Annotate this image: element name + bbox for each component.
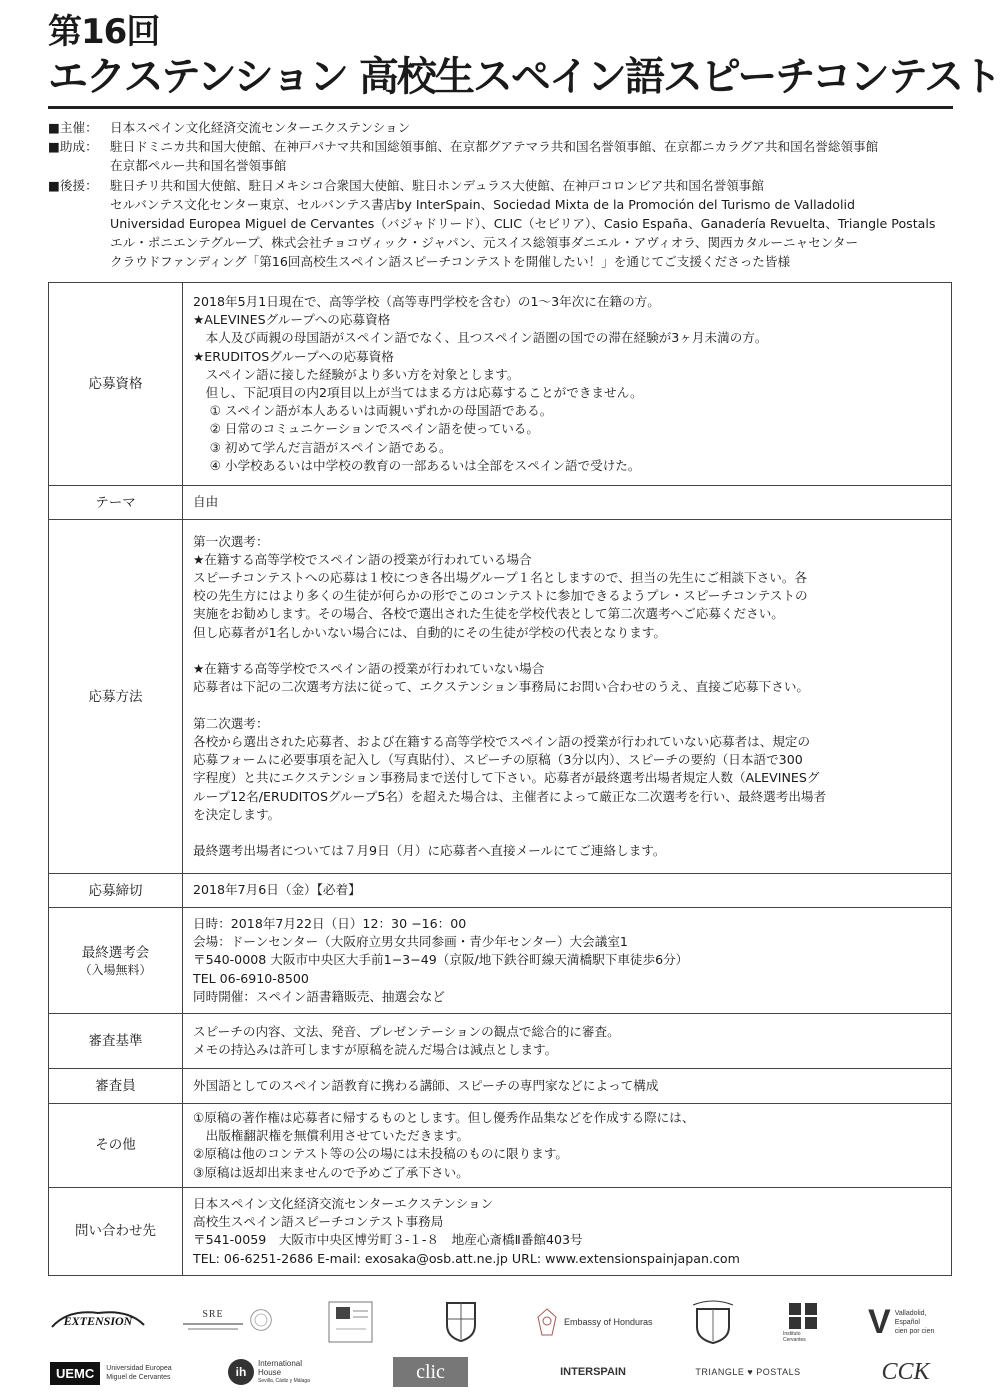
content-line: 但し応募者が1名しかいない場合には、自動的にその生徒が学校の代表となります。: [193, 624, 666, 640]
title-block: [48, 12, 1000, 109]
row-label: [49, 1104, 183, 1188]
sponsor-logos: [48, 1297, 953, 1392]
dominican-coat-of-arms-icon: [443, 1299, 479, 1343]
content-line: 応募フォームに必要事項を記入し（写真貼付）、スピーチの原稿（3分以内）、スピーチの要約（日本語で300: [193, 752, 803, 768]
content-line: TEL: 06-6251-2686 E-mail: exosaka@osb.att.ne.jp URL: www.extensionspainjapan.com: [193, 1250, 740, 1266]
row-label: [49, 520, 183, 874]
content-line: 各校から選出された応募者、および在籍する高等学校でスペイン語の授業が行われていない応募者は、規定の: [193, 733, 811, 749]
honduras-emblem-icon: [536, 1307, 558, 1337]
organizer-group: [48, 176, 968, 272]
ih-icon: ih: [228, 1359, 254, 1385]
row-label: [49, 908, 183, 1014]
organizer-key: ■助成：: [48, 139, 98, 155]
extension-logo: [48, 1305, 148, 1335]
organizer-line: 日本スペイン文化経済交流センターエクステンション: [110, 120, 411, 135]
row-label: [49, 1069, 183, 1104]
cervantes-text: Instituto Cervantes: [783, 1331, 806, 1343]
content-line: ① スペイン語が本人あるいは両親いずれかの母国語である。: [193, 403, 553, 419]
valladolid-line-1: Valladolid,: [894, 1309, 927, 1317]
content-line: ★ALEVINESグループへの応募資格: [193, 312, 391, 328]
content-line: ★在籍する高等学校でスペイン語の授業が行われていない場合: [193, 661, 545, 677]
table-row: [49, 1014, 952, 1069]
content-line: 会場：ドーンセンター（大阪府立男女共同参画・青少年センター）大会議室1: [193, 934, 628, 950]
content-line: 出版権翻訳権を無償利用させていただきます。: [193, 1128, 470, 1144]
table-row: [49, 1104, 952, 1188]
title-divider: [48, 106, 953, 109]
mexico-seal-icon: [249, 1306, 273, 1334]
organizer-line: セルバンテス文化センター東京、セルバンテス書店by InterSpain、Sociedad Mixta de la Promoción del Turismo de Valladolid: [110, 196, 855, 212]
ih-line-2: House: [258, 1367, 282, 1377]
clic-logo: [393, 1357, 468, 1387]
row-content: [183, 1014, 952, 1069]
content-line: 外国語としてのスペイン語教育に携わる講師、スピーチの専門家などによって構成: [193, 1077, 659, 1093]
cervantes-icon: [787, 1301, 819, 1331]
valladolid-logo: [868, 1299, 953, 1345]
organizers-section: [48, 118, 968, 272]
table-row: [49, 908, 952, 1014]
organizer-line: クラウドファンディング「第16回高校生スペイン語スピーチコンテストを開催したい！」を通じてご支援くださった皆様: [110, 254, 791, 270]
uemc-badge: UEMC: [50, 1362, 100, 1385]
organizer-line: 在京都ペルー共和国名誉領事館: [110, 158, 287, 174]
page-title: エクステンション 高校生スペイン語スピーチコンテスト: [48, 54, 1000, 100]
panama-coat-of-arms-icon: [691, 1299, 735, 1345]
content-line: ★在籍する高等学校でスペイン語の授業が行われている場合: [193, 551, 532, 567]
organizer-line: Universidad Europea Miguel de Cervantes（バジャドリード）、CLIC（セビリア）、Casio España、Ganadería Revuelta、Triangle Postals: [110, 216, 936, 232]
triangle-postals-logo: [693, 1361, 803, 1383]
row-label-text: 応募締切: [88, 882, 143, 899]
row-content: [183, 283, 952, 486]
content-line: 〒540-0008 大阪市中央区大手前1−3−49（京阪/地下鉄谷町線天満橋駅下車徒歩6分）: [193, 952, 689, 968]
organizer-key: ■後援：: [48, 177, 98, 193]
content-line: 本人及び両親の母国語がスペイン語でなく、且つスペイン語圏の国での滞在経験が3ヶ月未満の方。: [193, 330, 768, 346]
uemc-logo: [50, 1359, 200, 1387]
content-line: スピーチコンテストへの応募は１校につき各出場グループ１名としますので、担当の先生にご相談下さい。各: [193, 570, 808, 586]
content-line: 2018年5月1日現在で、高等学校（高等専門学校を含む）の1〜3年次に在籍の方。: [193, 293, 660, 309]
organizer-line: エル・ポニエンテグループ、株式会社チョコヴィック・ジャパン、元スイス総領事ダニエル・アヴィオラ、関西カタルーニャセンター: [110, 235, 859, 251]
valladolid-line-3: cien por cien: [894, 1327, 935, 1335]
row-content: [183, 1104, 952, 1188]
edition-title: 第16回: [48, 12, 160, 52]
row-label-text: テーマ: [95, 494, 136, 511]
row-label-text: 審査員: [95, 1078, 136, 1094]
row-label: [49, 1014, 183, 1069]
interspain-text: INTERSPAIN: [560, 1366, 626, 1378]
ih-line-3: Sevilla, Cádiz y Málaga: [258, 1377, 310, 1384]
content-line: 最終選考出場者については７月9日（月）に応募者へ直接メールにてご連絡します。: [193, 843, 666, 859]
clic-text: clic: [416, 1360, 445, 1383]
cck-text: CCK: [881, 1358, 930, 1385]
organizer-group: [48, 137, 968, 175]
row-label: [49, 874, 183, 908]
content-line: スピーチの内容、文法、発音、プレゼンテーションの観点で総合的に審査。: [193, 1023, 620, 1039]
content-line: 校の先生方にはより多くの生徒が何らかの形でこのコンテストに参加できるようプレ・スピーチコンテストの: [193, 588, 808, 604]
content-line: 高校生スペイン語スピーチコンテスト事務局: [193, 1214, 444, 1230]
row-content: [183, 874, 952, 908]
table-row: [49, 1187, 952, 1275]
row-content: [183, 520, 952, 874]
content-line: ★ERUDITOSグループへの応募資格: [193, 348, 394, 364]
row-label-text: 最終選考会: [81, 944, 150, 961]
content-line: 同時開催：スペイン語書籍販売、抽選会など: [193, 988, 445, 1004]
uemc-line-1: Universidad Europea: [106, 1365, 172, 1372]
organizer-line: 駐日チリ共和国大使館、駐日メキシコ合衆国大使館、駐日ホンデュラス大使館、在神戸コロンビア共和国名誉領事館: [110, 177, 764, 193]
uemc-line-2: Miguel de Cervantes: [106, 1374, 171, 1381]
sre-logo: [183, 1299, 273, 1341]
table-row: [49, 486, 952, 520]
row-label-text: その他: [95, 1137, 136, 1154]
organizer-group: [48, 118, 968, 137]
row-label: [49, 486, 183, 520]
row-label: [49, 283, 183, 486]
extension-logo-text: EXTENSION: [63, 1314, 133, 1328]
v-letter-icon: V: [868, 1303, 891, 1341]
organizer-line: 駐日ドミニカ共和国大使館、在神戸パナマ共和国総領事館、在京都グアテマラ共和国名誉領事館、在京都ニカラグア共和国名誉総領事館: [110, 139, 879, 155]
content-line: [193, 642, 941, 660]
content-line: ③ 初めて学んだ言語がスペイン語である。: [193, 439, 452, 455]
row-label-subtext: （入場無料）: [79, 962, 152, 977]
row-label: [49, 1187, 183, 1275]
content-line: 日本スペイン文化経済交流センターエクステンション: [193, 1195, 494, 1211]
content-line: ①原稿の著作権は応募者に帰するものとします。但し優秀作品集などを作成する際には、: [193, 1110, 695, 1125]
table-row: [49, 874, 952, 908]
content-line: 字程度）と共にエクステンション事務局まで送付して下さい。応募者が最終選考出場者規定人数（ALEVINESグ: [193, 770, 820, 786]
honduras-embassy-text: Embassy of Honduras: [564, 1317, 653, 1327]
content-line: ② 日常のコミュニケーションでスペイン語を使っている。: [193, 421, 539, 437]
content-line: 2018年7月6日（金）【必着】: [193, 882, 361, 898]
instituto-cervantes-logo: [783, 1299, 823, 1345]
content-line: [193, 824, 941, 842]
table-row: [49, 283, 952, 486]
row-content: [183, 1069, 952, 1104]
content-line: 日時：2018年7月22日（日）12：30 −16：00: [193, 915, 467, 931]
content-line: [193, 697, 941, 715]
row-content: [183, 486, 952, 520]
content-line: 第二次選考：: [193, 715, 269, 731]
content-line: ②原稿は他のコンテスト等の公の場には未投稿のものに限ります。: [193, 1146, 568, 1162]
content-line: ③原稿は返却出来ませんので予めご了承下さい。: [193, 1164, 469, 1180]
triangle-postals-text: TRIANGLE ♥ POSTALS: [695, 1367, 801, 1377]
content-line: ④ 小学校あるいは中学校の教育の一部あるいは全部をスペイン語で受けた。: [193, 457, 641, 473]
interspain-logo: [548, 1361, 638, 1383]
row-label-text: 問い合わせ先: [75, 1223, 156, 1240]
content-line: 応募者は下記の二次選考方法に従って、エクステンション事務局にお問い合わせのうえ、直接ご応募下さい。: [193, 679, 810, 695]
content-line: メモの持込みは許可しますが原稿を読んだ場合は減点とします。: [193, 1042, 558, 1057]
content-line: 自由: [193, 494, 219, 510]
row-content: [183, 1187, 952, 1275]
content-line: を決定します。: [193, 806, 281, 822]
valladolid-line-2: Español: [894, 1318, 920, 1326]
content-line: 第一次選考：: [193, 533, 269, 549]
content-line: 〒541-0059 大阪市中央区博労町３-１-８ 地産心斎橋Ⅱ番館403号: [193, 1232, 583, 1248]
ih-line-1: International: [258, 1358, 303, 1368]
organizer-key: ■主催：: [48, 120, 98, 135]
row-label-text: 応募資格: [88, 376, 143, 392]
row-content: [183, 908, 952, 1014]
sre-logo-text: SRE: [202, 1308, 224, 1320]
table-row: [49, 1069, 952, 1104]
content-line: TEL 06-6910-8500: [193, 970, 309, 986]
cck-logo: [873, 1355, 938, 1389]
table-row: [49, 520, 952, 874]
content-line: 実施をお勧めします。その場合、各校で選出された生徒を学校代表として第二次選考へご応募ください。: [193, 606, 784, 622]
honduras-embassy-logo: [536, 1305, 671, 1339]
info-table: [48, 282, 952, 1276]
chile-embassy-logo: [328, 1301, 373, 1343]
content-line: ループ12名/ERUDITOSグループ5名）を超えた場合は、主催者によって厳正な二次選考を行い、最終選考出場者: [193, 788, 827, 804]
row-label-text: 審査基準: [88, 1033, 143, 1049]
content-line: スペイン語に接した経験がより多い方を対象とします。: [193, 366, 520, 382]
row-label-text: 応募方法: [88, 688, 143, 705]
international-house-logo: [228, 1355, 348, 1389]
content-line: 但し、下記項目の内2項目以上が当てはまる方は応募することができません。: [193, 385, 643, 400]
